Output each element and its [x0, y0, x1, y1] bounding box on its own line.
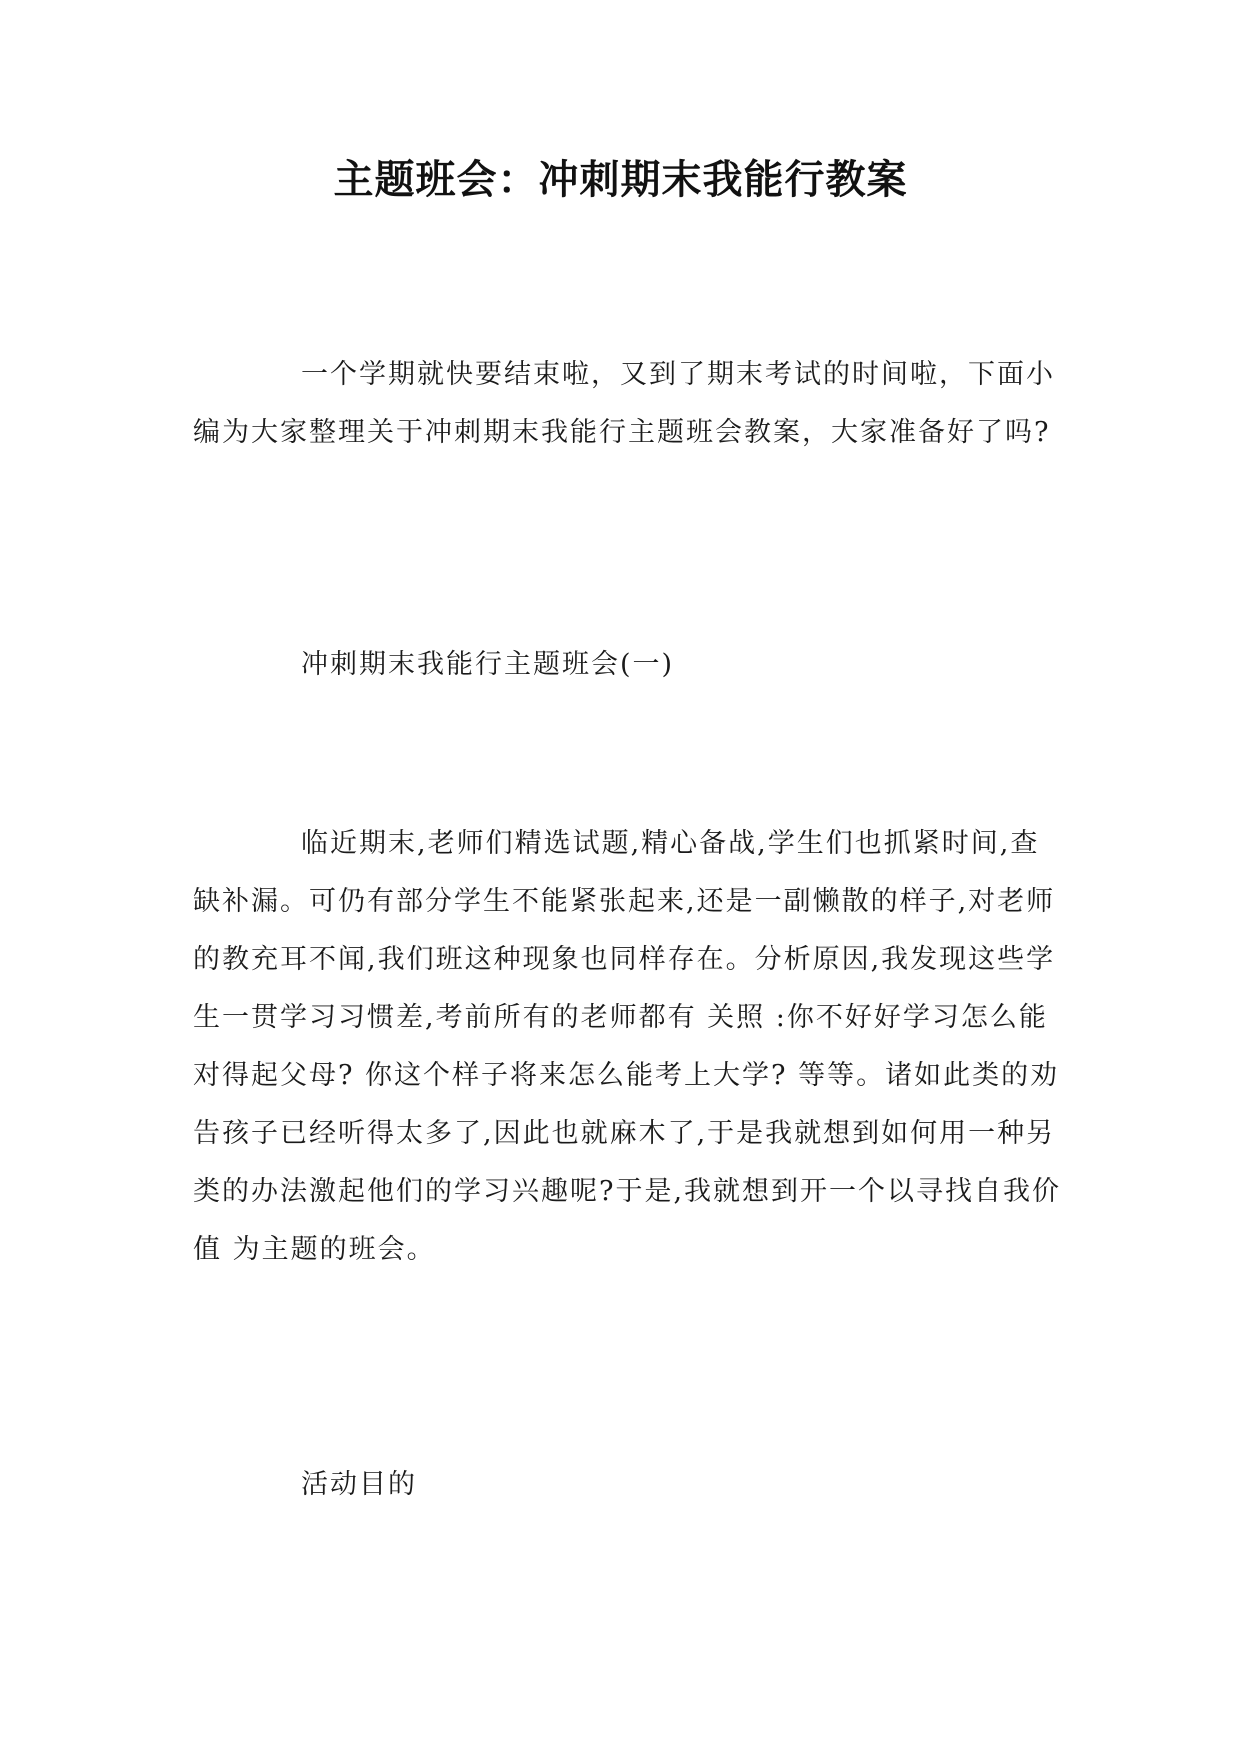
- section-heading-activity-purpose: 活动目的: [301, 1469, 417, 1500]
- document-title: 主题班会：冲刺期末我能行教案: [333, 157, 908, 203]
- intro-paragraph: 一个学期就快要结束啦，又到了期末考试的时间啦，下面小编为大家整理关于冲刺期末我能行主题班会教案，大家准备好了吗?: [193, 359, 1055, 448]
- section-body-paragraph: 临近期末,老师们精选试题,精心备战,学生们也抓紧时间,查缺补漏。可仍有部分学生不能紧张起来,还是一副懒散的样子,对老师的教充耳不闻,我们班这种现象也同样存在。分析原因,我发现这些学生一贯学习习惯差,考前所有的老师都有 关照 :你不好好学习怎么能对得起父母? 你这个样子将来怎么能考上大学? 等等。诸如此类的劝告孩子已经听得太多了,因此也就麻木了,于是我就想到如何用一种另类的办法激起他们的学习兴趣呢?于是,我就想到开一个以寻找自我价值 为主题的班会。: [193, 828, 1062, 1265]
- section-heading-class-meeting-1: 冲刺期末我能行主题班会(一): [301, 649, 675, 680]
